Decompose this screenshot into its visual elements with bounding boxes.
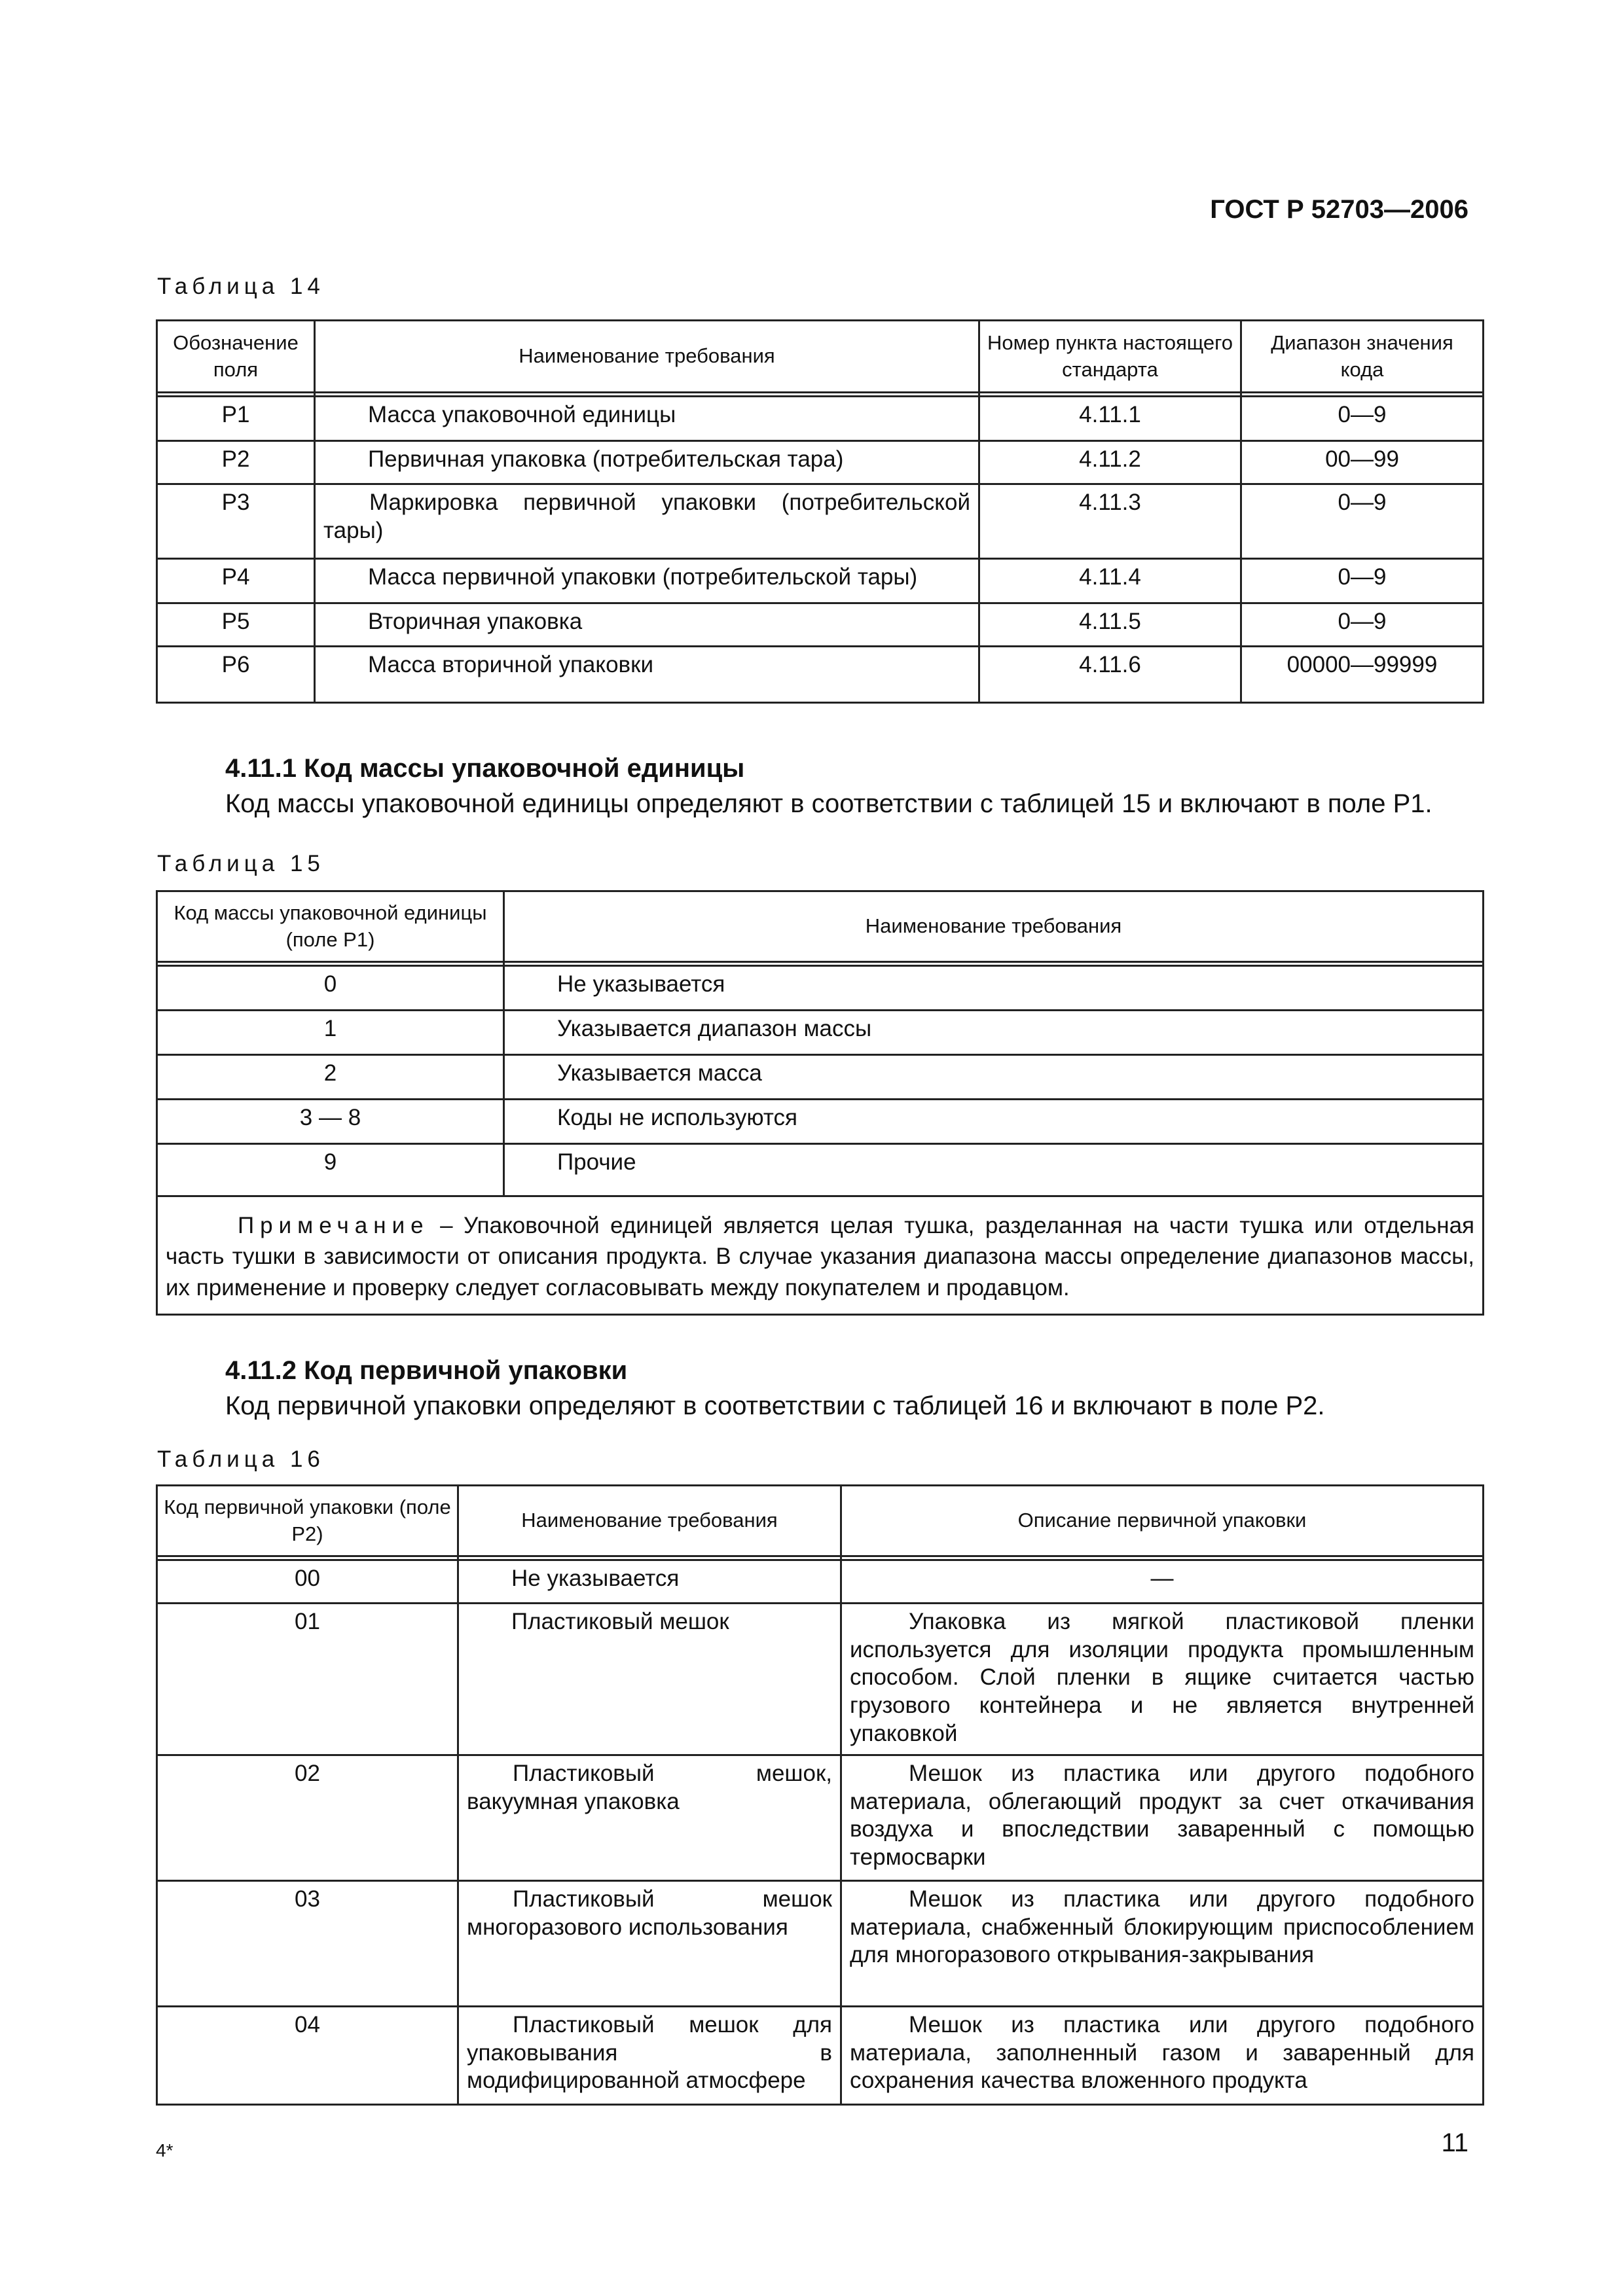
table14-header-requirement: Наименование требования bbox=[315, 321, 979, 393]
table14-cell-field: Р2 bbox=[157, 441, 315, 484]
table-row bbox=[157, 966, 1484, 1011]
sheet-mark: 4* bbox=[156, 2140, 173, 2161]
table14-cell-requirement: Первичная упаковка (потребительская тара) bbox=[315, 441, 979, 484]
table14-header-range: Диапазон значения кода bbox=[1241, 321, 1484, 393]
table-row bbox=[157, 397, 1484, 441]
table14-cell-field: Р3 bbox=[157, 484, 315, 559]
table16-cell-requirement: Пластиковый мешок bbox=[458, 1604, 841, 1755]
table14-cell-requirement: Масса упаковочной единицы bbox=[315, 397, 979, 441]
table-row bbox=[157, 647, 1484, 703]
table16-caption: Таблица 16 bbox=[157, 1446, 325, 1472]
table14-cell-clause: 4.11.3 bbox=[979, 484, 1241, 559]
table14 bbox=[156, 319, 1484, 704]
table14-cell-range: 0—9 bbox=[1241, 603, 1484, 647]
table-row bbox=[157, 1100, 1484, 1144]
table16-cell-requirement: Пластиковый мешок, вакуумная упаковка bbox=[458, 1755, 841, 1881]
section-4-11-1-title: 4.11.1 Код массы упаковочной единицы bbox=[225, 754, 745, 783]
table16-cell-code: 02 bbox=[157, 1755, 458, 1881]
table16-header-requirement: Наименование требования bbox=[458, 1486, 841, 1556]
table15-cell-requirement: Указывается диапазон массы bbox=[504, 1011, 1484, 1055]
table14-cell-requirement: Масса вторичной упаковки bbox=[315, 647, 979, 703]
table14-cell-field: Р1 bbox=[157, 397, 315, 441]
table-row bbox=[157, 603, 1484, 647]
table14-cell-clause: 4.11.4 bbox=[979, 559, 1241, 603]
table14-cell-range: 0—9 bbox=[1241, 559, 1484, 603]
table16-cell-code: 00 bbox=[157, 1560, 458, 1604]
table15-cell-code: 0 bbox=[157, 966, 504, 1011]
table16-cell-description: Мешок из пластика или другого подобного материала, снабженный блокирующим приспособлением для многоразового открывания-закрывания bbox=[841, 1881, 1484, 2007]
document-code: ГОСТ Р 52703—2006 bbox=[1210, 195, 1468, 224]
table14-cell-range: 00—99 bbox=[1241, 441, 1484, 484]
table16-cell-requirement: Не указывается bbox=[458, 1560, 841, 1604]
table16-cell-code: 03 bbox=[157, 1881, 458, 2007]
table14-cell-clause: 4.11.6 bbox=[979, 647, 1241, 703]
table14-cell-clause: 4.11.1 bbox=[979, 397, 1241, 441]
table-row bbox=[157, 1560, 1484, 1604]
section-4-11-2-title: 4.11.2 Код первичной упаковки bbox=[225, 1356, 628, 1385]
table15-note bbox=[157, 1196, 1484, 1315]
table15-caption: Таблица 15 bbox=[157, 851, 325, 876]
table14-cell-range: 0—9 bbox=[1241, 484, 1484, 559]
table15-cell-code: 3 — 8 bbox=[157, 1100, 504, 1144]
table14-header-field: Обозначение поля bbox=[157, 321, 315, 393]
table14-cell-clause: 4.11.2 bbox=[979, 441, 1241, 484]
table16-cell-requirement: Пластиковый мешок для упаковывания в модифицированной атмосфере bbox=[458, 2007, 841, 2105]
table-row bbox=[157, 1055, 1484, 1100]
table-row bbox=[157, 1755, 1484, 1881]
table14-cell-field: Р4 bbox=[157, 559, 315, 603]
table15-cell-code: 2 bbox=[157, 1055, 504, 1100]
table14-cell-range: 0—9 bbox=[1241, 397, 1484, 441]
table15-note-text: – Упаковочной единицей является целая тушка, разделанная на части тушка или отдельная часть тушки в зависимости от описания продукта. В случае указания диапазона массы определение диапазонов массы, их применение и проверку следует согласовывать между покупателем и продавцом. bbox=[166, 1213, 1474, 1300]
table16-cell-description: Упаковка из мягкой пластиковой пленки используется для изоляции продукта промышленным способом. Слой пленки в ящике считается частью грузового контейнера и не является внутренней упаковкой bbox=[841, 1604, 1484, 1755]
table14-cell-field: Р6 bbox=[157, 647, 315, 703]
table-row bbox=[157, 1144, 1484, 1196]
table-row bbox=[157, 2007, 1484, 2105]
table16-header-description: Описание первичной упаковки bbox=[841, 1486, 1484, 1556]
table14-cell-clause: 4.11.5 bbox=[979, 603, 1241, 647]
table16-cell-requirement: Пластиковый мешок многоразового использования bbox=[458, 1881, 841, 2007]
table15 bbox=[156, 890, 1484, 1316]
table14-cell-requirement: Вторичная упаковка bbox=[315, 603, 979, 647]
table-row bbox=[157, 484, 1484, 559]
table16-cell-description: Мешок из пластика или другого подобного материала, заполненный газом и заваренный для сохранения качества вложенного продукта bbox=[841, 2007, 1484, 2105]
section-4-11-2-text: Код первичной упаковки определяют в соответствии с таблицей 16 и включают в поле Р2. bbox=[225, 1391, 1325, 1420]
table16-cell-code: 04 bbox=[157, 2007, 458, 2105]
table16-header-code: Код первичной упаковки (поле Р2) bbox=[157, 1486, 458, 1556]
table15-header-code: Код массы упаковочной единицы (поле Р1) bbox=[157, 891, 504, 962]
table15-note-label: Примечание bbox=[238, 1213, 429, 1238]
table15-cell-requirement: Не указывается bbox=[504, 966, 1484, 1011]
table14-cell-requirement: Масса первичной упаковки (потребительской тары) bbox=[315, 559, 979, 603]
table15-cell-requirement: Коды не используются bbox=[504, 1100, 1484, 1144]
table15-cell-code: 9 bbox=[157, 1144, 504, 1196]
table-row bbox=[157, 441, 1484, 484]
table14-header-clause: Номер пункта настоящего стандарта bbox=[979, 321, 1241, 393]
table16 bbox=[156, 1484, 1484, 2106]
table14-caption: Таблица 14 bbox=[157, 274, 325, 299]
table15-cell-code: 1 bbox=[157, 1011, 504, 1055]
table14-cell-field: Р5 bbox=[157, 603, 315, 647]
table16-cell-description: — bbox=[841, 1560, 1484, 1604]
table-row bbox=[157, 1604, 1484, 1755]
table14-cell-requirement: Маркировка первичной упаковки (потребительской тары) bbox=[315, 484, 979, 559]
section-4-11-1-text: Код массы упаковочной единицы определяют в соответствии с таблицей 15 и включают в поле Р1. bbox=[225, 789, 1432, 818]
table15-cell-requirement: Прочие bbox=[504, 1144, 1484, 1196]
table15-cell-requirement: Указывается масса bbox=[504, 1055, 1484, 1100]
table15-header-requirement: Наименование требования bbox=[504, 891, 1484, 962]
table16-cell-code: 01 bbox=[157, 1604, 458, 1755]
page-number: 11 bbox=[1441, 2128, 1468, 2157]
table14-cell-range: 00000—99999 bbox=[1241, 647, 1484, 703]
table-row bbox=[157, 1881, 1484, 2007]
table16-cell-description: Мешок из пластика или другого подобного материала, облегающий продукт за счет откачивания воздуха и впоследствии заваренный с помощью термосварки bbox=[841, 1755, 1484, 1881]
table-row bbox=[157, 559, 1484, 603]
table-row bbox=[157, 1011, 1484, 1055]
